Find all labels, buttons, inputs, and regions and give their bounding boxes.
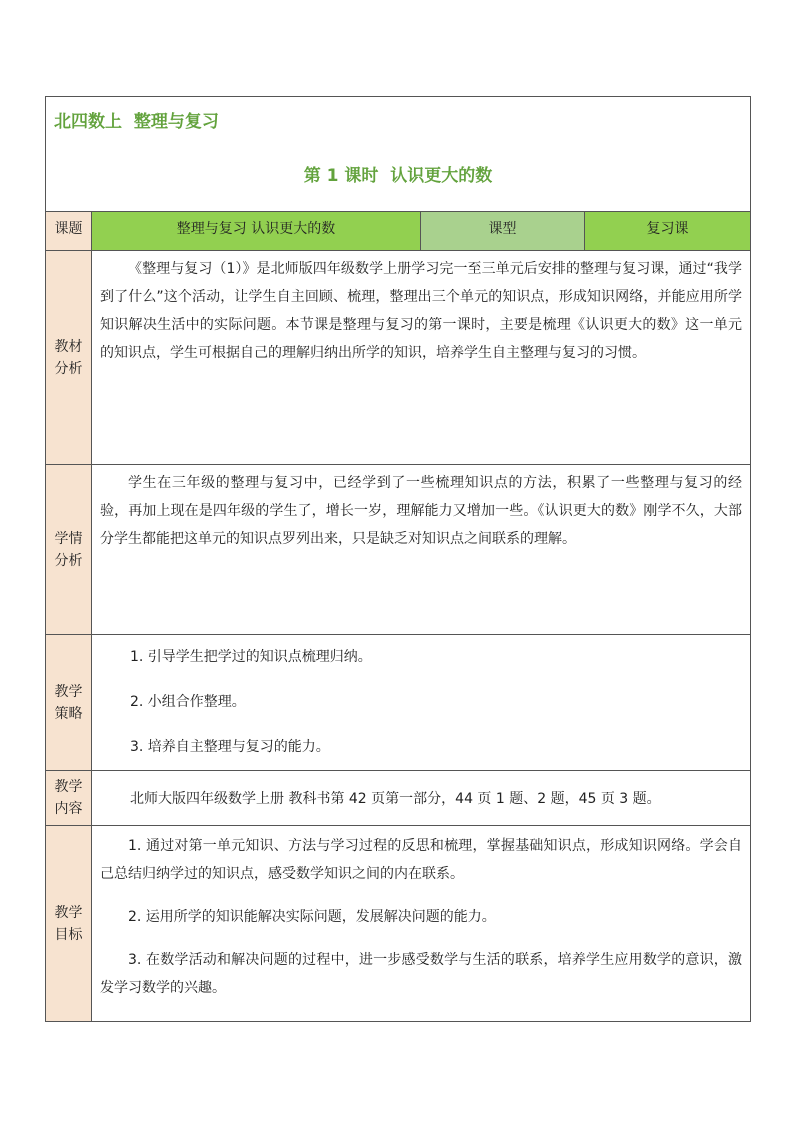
goal-item: 3. 在数学活动和解决问题的过程中，进一步感受数学与生活的联系，培养学生应用数学的意识，激发学习数学的兴趣。 [100,952,742,996]
teaching-goals-row [46,826,751,1022]
student-analysis-body [92,465,751,635]
teaching-content-text: 北师大版四年级数学上册 教科书第 42 页第一部分，44 页 1 题、2 题，45 页 3 题。 [130,791,661,807]
student-analysis-label-text: 学情分析 [54,530,83,569]
type-label: 课型 [421,212,585,251]
textbook-analysis-row [46,251,751,465]
teaching-content-label-text: 教学内容 [54,779,83,817]
textbook-analysis-body [92,251,751,465]
teaching-strategy-label-text: 教学策略 [54,683,83,722]
topic-label: 课题 [46,212,92,251]
teaching-goals-label-text: 教学目标 [54,904,83,943]
strategy-item: 1. 引导学生把学过的知识点梳理归纳。 [130,649,372,665]
strategy-item: 2. 小组合作整理。 [130,694,246,710]
student-analysis-row [46,465,751,635]
textbook-analysis-text: 《整理与复习（1）》是北师版四年级数学上册学习完一至三单元后安排的整理与复习课，通过“我学到了什么”这个活动，让学生自主回顾、梳理，整理出三个单元的知识点，形成知识网络，并能应用所学知识解决生活中的实际问题。本节课是整理与复习的第一课时，主要是梳理《认识更大的数》这一单元的知识点，学生可根据自己的理解归纳出所学的知识，培养学生自主整理与复习的习惯。 [100,261,742,361]
title-row [46,97,751,212]
teaching-strategy-row [46,635,751,771]
topic-value: 整理与复习 认识更大的数 [92,212,421,251]
topic-row [46,212,751,251]
doc-title: 北四数上 整理与复习 [54,112,219,132]
strategy-item: 3. 培养自主整理与复习的能力。 [130,739,330,755]
teaching-content-label [46,771,92,826]
title-cell [46,97,751,212]
lesson-title: 第 1 课时 认识更大的数 [303,166,493,186]
textbook-analysis-label-text: 教材分析 [54,338,83,377]
type-value: 复习课 [585,212,751,251]
textbook-analysis-label [46,251,92,465]
teaching-strategy-body [92,635,751,771]
student-analysis-text: 学生在三年级的整理与复习中，已经学到了一些梳理知识点的方法，积累了一些整理与复习的经验，再加上现在是四年级的学生了，增长一岁，理解能力又增加一些。《认识更大的数》刚学不久，大部分学生都能把这单元的知识点罗列出来，只是缺乏对知识点之间联系的理解。 [100,475,742,547]
teaching-content-row [46,771,751,826]
teaching-goals-body [92,826,751,1022]
student-analysis-label [46,465,92,635]
lesson-plan-table [45,96,751,1022]
teaching-content-body [92,771,751,826]
goal-item: 1. 通过对第一单元知识、方法与学习过程的反思和梳理，掌握基础知识点，形成知识网络。学会自己总结归纳学过的知识点，感受数学知识之间的内在联系。 [100,838,742,882]
teaching-goals-label [46,826,92,1022]
teaching-strategy-label [46,635,92,771]
goal-item: 2. 运用所学的知识能解决实际问题，发展解决问题的能力。 [128,909,496,925]
